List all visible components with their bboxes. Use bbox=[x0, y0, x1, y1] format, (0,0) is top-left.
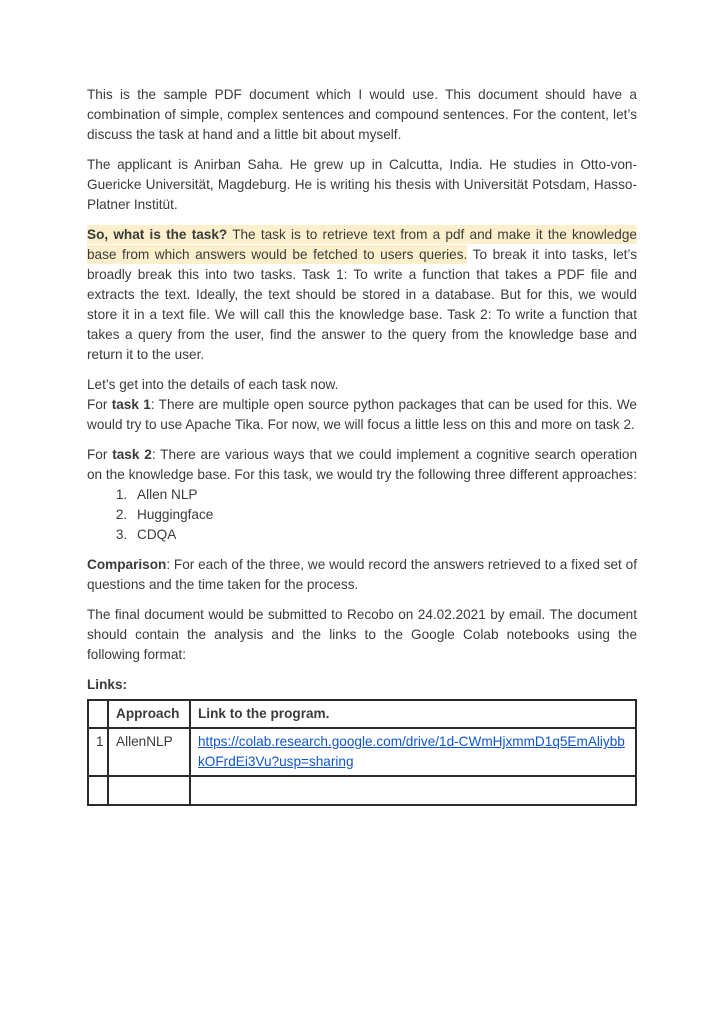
links-table bbox=[87, 699, 637, 806]
comparison-rest: : For each of the three, we would record the answers retrieved to a fixed set of questions and the time taken for the process. bbox=[87, 557, 637, 592]
list-item-cdqa: 3. CDQA bbox=[131, 525, 637, 545]
paragraph-applicant bbox=[87, 155, 637, 215]
task2-rest: : There are various ways that we could implement a cognitive search operation on the knowledge base. For this task, we would try the following three different approaches: bbox=[87, 447, 638, 482]
cell-empty-link bbox=[190, 776, 636, 805]
paragraph-task bbox=[87, 225, 637, 365]
colab-notebook-link[interactable]: https://colab.research.google.com/drive/1d-CWmHjxmmD1q5EmAliybbkOFrdEi3Vu?usp=sharing bbox=[198, 734, 625, 769]
task-question-bold: So, what is the task? bbox=[87, 227, 228, 242]
header-cell-approach: Approach bbox=[108, 700, 190, 728]
cell-program-link bbox=[190, 728, 636, 776]
task2-bold: task 2 bbox=[112, 447, 152, 462]
paragraph-task2 bbox=[87, 445, 637, 485]
paragraph-comparison bbox=[87, 555, 637, 595]
comparison-bold: Comparison bbox=[87, 557, 167, 572]
approaches-list bbox=[87, 485, 637, 545]
task1-bold: task 1 bbox=[111, 397, 151, 412]
cell-approach-name: AllenNLP bbox=[108, 728, 190, 776]
intro-text: This is the sample PDF document which I would use. This document should have a combination of simple, complex sentences and compound sentences. For the content, let’s discuss the task at hand and a little bit about myself. bbox=[87, 87, 637, 142]
list-item-allen-nlp: 1. Allen NLP bbox=[131, 485, 637, 505]
document-content bbox=[87, 85, 637, 806]
table-row-allennlp bbox=[88, 728, 636, 776]
task1-prefix: For bbox=[87, 397, 112, 412]
paragraph-details bbox=[87, 375, 637, 435]
header-cell-link: Link to the program. bbox=[190, 700, 636, 728]
task-rest-text: To break it into tasks, let’s broadly break this into two tasks. Task 1: To write a function that takes a PDF file and extracts the text. Ideally, the text should be stored in a database. But for this, we would store it in a text file. We will call this the knowledge base. Task 2: To write a function that takes a query from the user, find the answer to the query from the knowledge base and return it to the user. bbox=[87, 247, 637, 362]
header-cell-index bbox=[88, 700, 108, 728]
cell-empty-index bbox=[88, 776, 108, 805]
final-text: The final document would be submitted to Recobo on 24.02.2021 by email. The document should contain the analysis and the links to the Google Colab notebooks using the following format: bbox=[87, 607, 637, 662]
paragraph-intro bbox=[87, 85, 637, 145]
task-highlighted-text: The task is to retrieve text from a pdf and make it the knowledge base from which answers would be fetched to users queries. bbox=[87, 227, 637, 262]
links-heading: Links: bbox=[87, 677, 128, 692]
table-row-empty bbox=[88, 776, 636, 805]
cell-empty-approach bbox=[108, 776, 190, 805]
links-table-header-row bbox=[88, 700, 636, 728]
details-intro-line: Let’s get into the details of each task now. bbox=[87, 377, 339, 392]
cell-row-number: 1 bbox=[88, 728, 108, 776]
paragraph-final bbox=[87, 605, 637, 665]
task2-prefix: For bbox=[87, 447, 113, 462]
applicant-text: The applicant is Anirban Saha. He grew up in Calcutta, India. He studies in Otto-von-Guericke Universität, Magdeburg. He is writing his thesis with Universität Potsdam, Hasso-Platner Institüt. bbox=[87, 157, 637, 212]
task1-rest: : There are multiple open source python packages that can be used for this. We would try to use Apache Tika. For now, we will focus a little less on this and more on task 2. bbox=[87, 397, 637, 432]
list-item-huggingface: 2. Huggingface bbox=[131, 505, 637, 525]
